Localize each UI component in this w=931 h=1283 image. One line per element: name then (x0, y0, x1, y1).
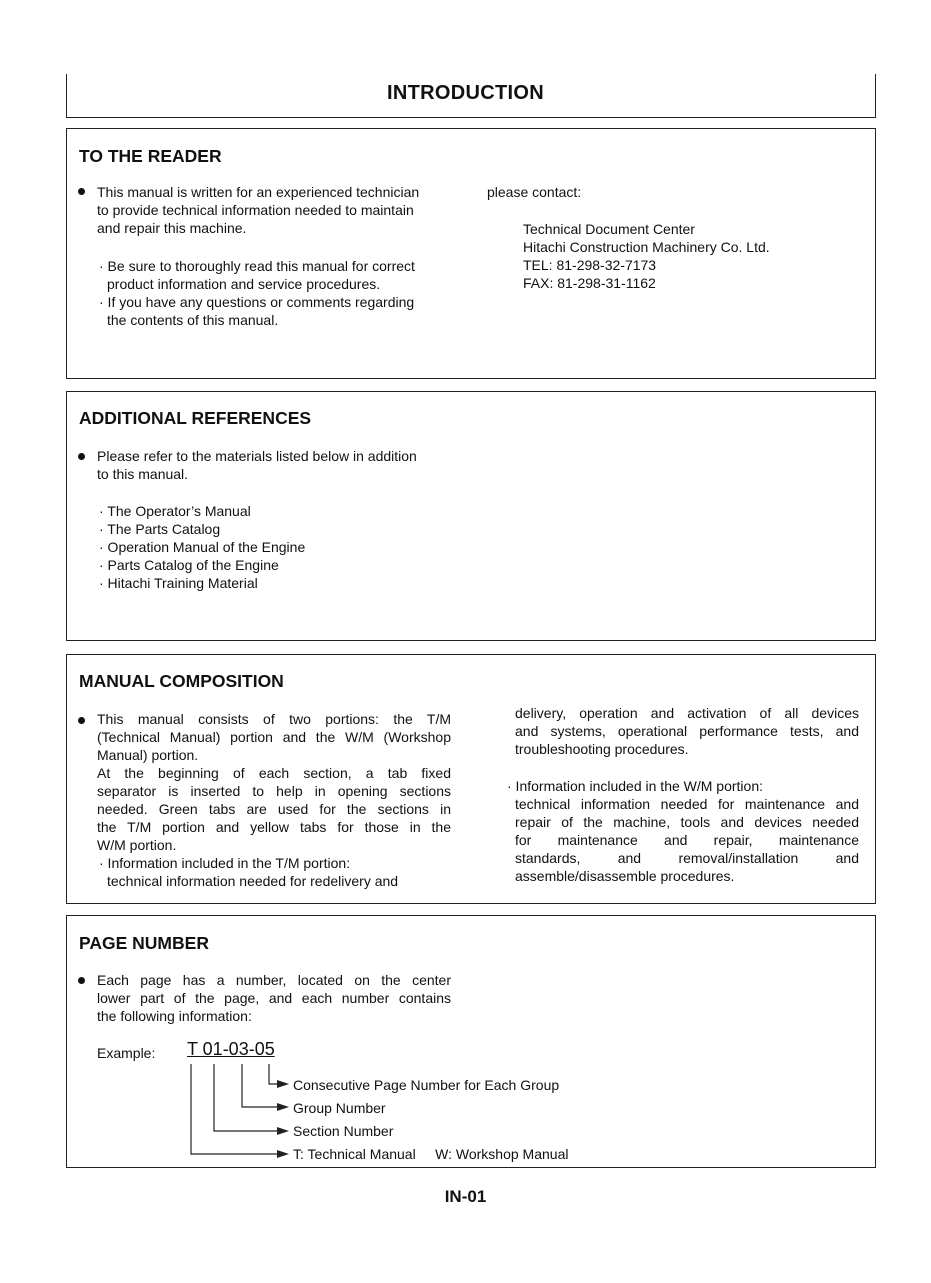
paragraph-line: (Technical Manual) portion and the W/M (Workshop (97, 729, 451, 745)
reference-item: · Hitachi Training Material (99, 575, 258, 591)
paragraph-line: and repair this machine. (97, 220, 247, 236)
example-code: T 01-03-05 (187, 1039, 275, 1059)
contact-line: TEL: 81-298-32-7173 (523, 257, 657, 273)
contact-intro: please contact: (487, 184, 582, 200)
reference-item: · Operation Manual of the Engine (99, 539, 306, 555)
paragraph-line: technical information needed for maintenance and (515, 796, 859, 812)
paragraph-line: the contents of this manual. (107, 312, 279, 328)
section-title: ADDITIONAL REFERENCES (79, 408, 312, 428)
section-title: PAGE NUMBER (79, 933, 209, 953)
contact-line: Hitachi Construction Machinery Co. Ltd. (523, 239, 770, 255)
leader-line (269, 1064, 277, 1084)
paragraph-line: This manual is written for an experienced technician (97, 184, 420, 200)
leader-line (191, 1064, 277, 1154)
arrow-icon (277, 1150, 289, 1158)
paragraph-line: · Information included in the T/M portion: (99, 855, 351, 871)
arrow-icon (277, 1127, 289, 1135)
section-manual-composition (66, 654, 876, 904)
paragraph-line: technical information needed for redelivery and (107, 873, 399, 889)
paragraph-line: W/M portion. (97, 837, 177, 853)
paragraph-line: This manual consists of two portions: the T/M (97, 711, 451, 727)
label-group: Group Number (293, 1100, 386, 1116)
paragraph-line: separator is inserted to help in opening sections (97, 783, 451, 799)
paragraph-line: standards, and removal/installation and (515, 850, 859, 866)
paragraph-line: · Be sure to thoroughly read this manual for correct (99, 258, 415, 274)
page-title: INTRODUCTION (387, 82, 544, 104)
bullet-icon (78, 977, 85, 984)
label-consecutive: Consecutive Page Number for Each Group (293, 1077, 560, 1093)
paragraph-line: product information and service procedures. (107, 276, 381, 292)
paragraph-line: needed. Green tabs are used for the sections in (97, 801, 451, 817)
section-title: TO THE READER (79, 146, 222, 166)
reference-item: · The Parts Catalog (99, 521, 221, 537)
section-page-number (66, 915, 876, 1168)
paragraph-line: to this manual. (97, 466, 189, 482)
paragraph-line: the following information: (97, 1008, 252, 1024)
paragraph-line: delivery, operation and activation of all devices (515, 705, 859, 721)
paragraph-line: troubleshooting procedures. (515, 741, 689, 757)
reference-item: · Parts Catalog of the Engine (99, 557, 279, 573)
paragraph-line: the T/M portion and yellow tabs for those in the (97, 819, 451, 835)
paragraph-line: At the beginning of each section, a tab fixed (97, 765, 451, 781)
bullet-icon (78, 188, 85, 195)
section-to-the-reader (66, 128, 876, 379)
paragraph-line: Please refer to the materials listed below in addition (97, 448, 417, 464)
paragraph-line: Manual) portion. (97, 747, 199, 763)
example-label: Example: (97, 1045, 156, 1061)
section-title: MANUAL COMPOSITION (79, 671, 284, 691)
bullet-icon (78, 717, 85, 724)
leader-line (242, 1064, 277, 1107)
paragraph-line: for maintenance and repair, maintenance (515, 832, 859, 848)
section-additional-references (66, 391, 876, 641)
paragraph-line: assemble/disassemble procedures. (515, 868, 735, 884)
contact-line: Technical Document Center (523, 221, 695, 237)
paragraph-line: to provide technical information needed to maintain (97, 202, 414, 218)
paragraph-line: · Information included in the W/M portion: (507, 778, 764, 794)
arrow-icon (277, 1080, 289, 1088)
contact-line: FAX: 81-298-31-1162 (523, 275, 656, 291)
reference-item: · The Operator’s Manual (99, 503, 251, 519)
paragraph-line: Each page has a number, located on the center (97, 972, 451, 988)
page-footer-number: IN-01 (444, 1187, 487, 1206)
label-section: Section Number (293, 1123, 394, 1139)
paragraph-line: and systems, operational performance tests, and (515, 723, 859, 739)
label-type: T: Technical Manual W: Workshop Manual (293, 1146, 569, 1162)
paragraph-line: repair of the machine, tools and devices needed (515, 814, 859, 830)
paragraph-line: lower part of the page, and each number contains (97, 990, 451, 1006)
arrow-icon (277, 1103, 289, 1111)
leader-line (214, 1064, 277, 1131)
paragraph-line: · If you have any questions or comments regarding (99, 294, 415, 310)
bullet-icon (78, 453, 85, 460)
